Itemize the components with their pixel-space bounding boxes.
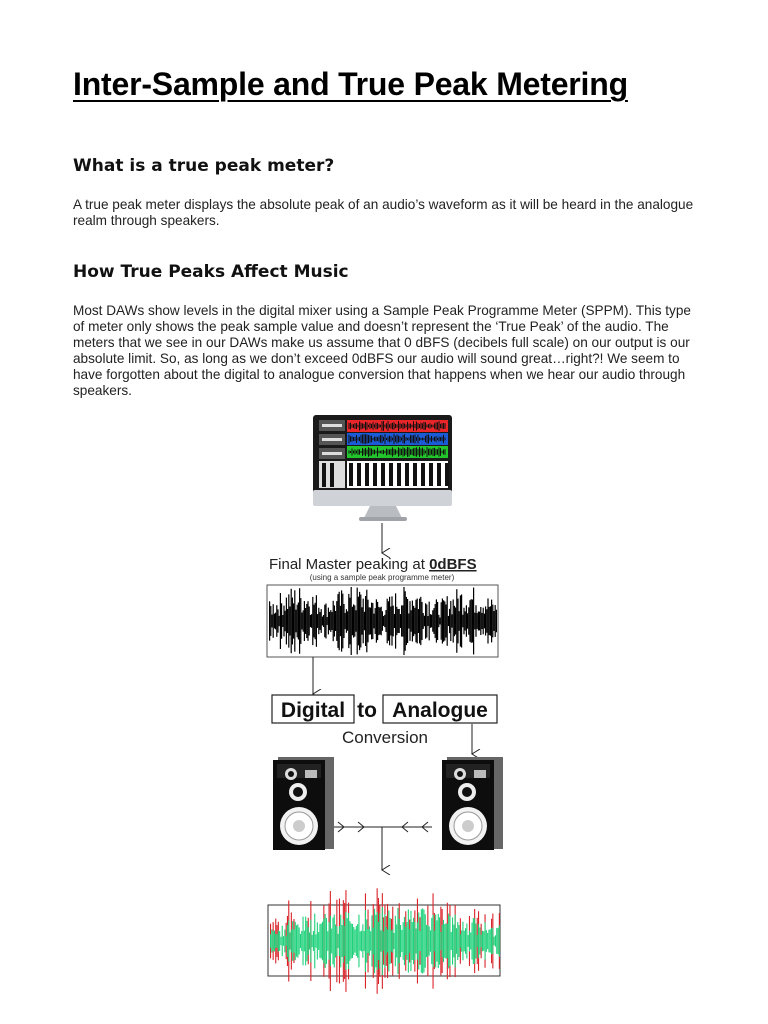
speaker-left-icon [273,757,334,850]
page-title: Inter-Sample and True Peak Metering [73,66,628,102]
analogue-waveform [270,888,500,994]
speaker-right-icon [442,757,503,850]
daw-monitor-illustration [313,415,452,521]
master-label: Final Master peaking at 0dBFS [269,556,477,573]
analogue-label: Analogue [392,699,488,722]
master-note: (using a sample peak programme meter) [309,573,455,582]
section-heading-true-peak-meter: What is a true peak meter? [73,156,335,176]
section-body-true-peak-meter: A true peak meter displays the absolute peak of an audio’s waveform as it will be heard in the analogue realm through speakers. [73,197,694,228]
section-heading-true-peaks-affect-music: How True Peaks Affect Music [73,262,349,282]
to-label: to [357,699,377,722]
section-body-true-peaks-affect-music: Most DAWs show levels in the digital mixer using a Sample Peak Programme Meter (SPPM). This type of meter only shows the peak sample value and doesn’t represent the ‘True Peak’ of the audio. The meters that we see in our DAWs make us assume that 0 dBFS (decibels full scale) on our output is our absolute limit. So, as long as we don’t exceed 0dBFS our audio will sound great…right?! We seem to have forgotten about the digital to analogue conversion that happens when we hear our audio through speakers. [73,303,691,398]
digital-label: Digital [280,699,346,722]
conversion-label: Conversion [342,728,428,747]
